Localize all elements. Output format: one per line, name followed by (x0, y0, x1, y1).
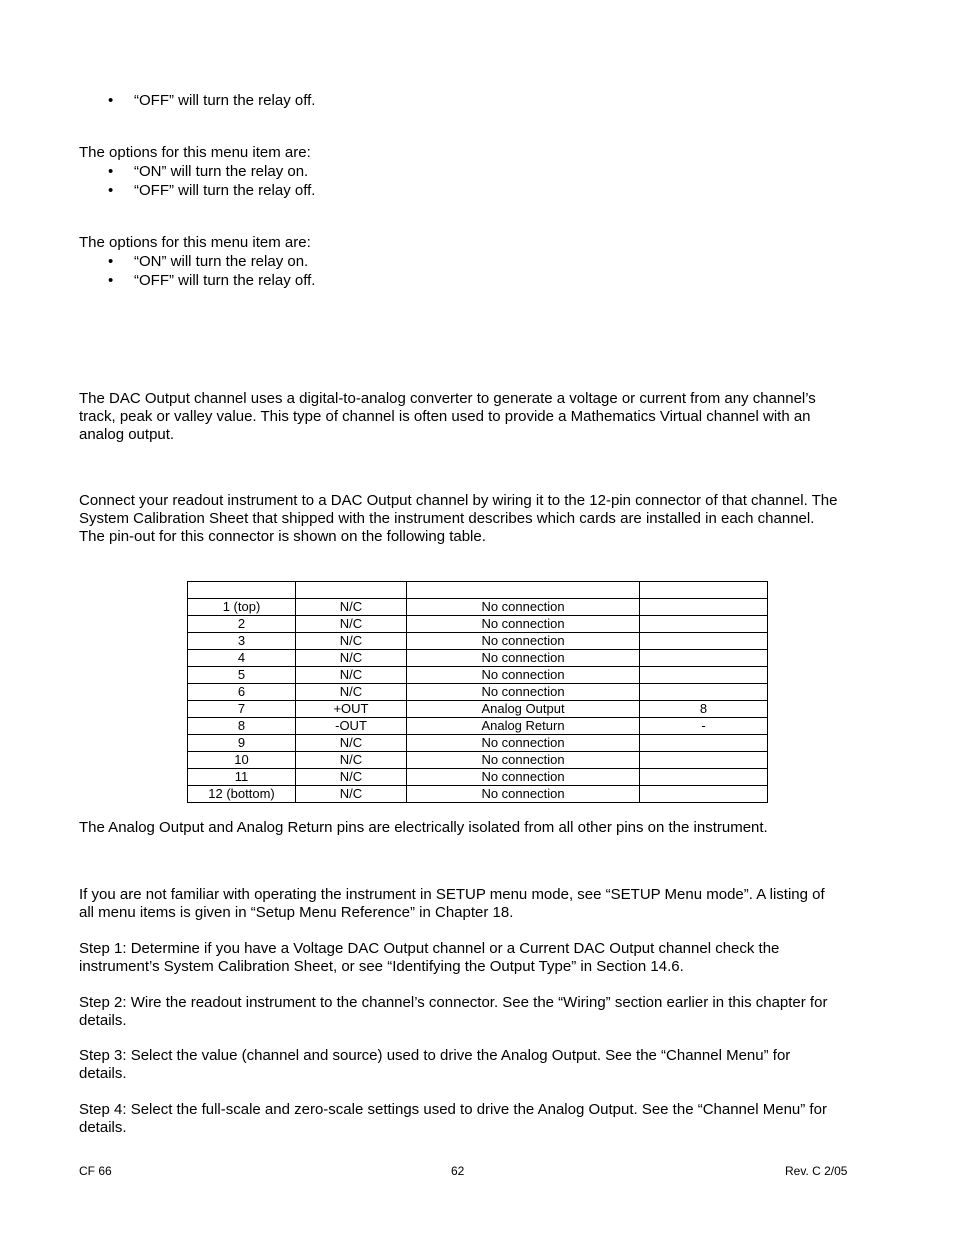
table-row (188, 786, 768, 803)
wiring-intro-line: The pin-out for this connector is shown on the following table. (79, 528, 486, 545)
table-cell: N/C (296, 599, 407, 616)
table-cell: 12 (bottom) (188, 786, 296, 803)
footer-page-number: 62 (451, 1164, 465, 1178)
table-cell: No connection (407, 684, 640, 701)
table-cell: 11 (188, 769, 296, 786)
dac-intro-line: The DAC Output channel uses a digital-to-analog converter to generate a voltage or current from any channel’s (79, 390, 816, 407)
table-cell: 10 (188, 752, 296, 769)
wiring-intro-line: Connect your readout instrument to a DAC Output channel by wiring it to the 12-pin connector of that channel. The (79, 492, 838, 509)
options-intro: The options for this menu item are: (79, 144, 311, 161)
footer-doc-id: CF 66 (79, 1164, 112, 1178)
table-row (188, 718, 768, 735)
footer-revision: Rev. C 2/05 (785, 1164, 848, 1178)
table-cell: 2 (188, 616, 296, 633)
table-row (188, 599, 768, 616)
table-cell (640, 684, 768, 701)
wiring-intro-line: System Calibration Sheet that shipped with the instrument describes which cards are installed in each channel. (79, 510, 815, 527)
isolation-note: The Analog Output and Analog Return pins are electrically isolated from all other pins on the instrument. (79, 819, 768, 836)
table-header-cell (407, 582, 640, 599)
table-cell (640, 735, 768, 752)
table-row (188, 735, 768, 752)
table-cell: N/C (296, 667, 407, 684)
table-row (188, 684, 768, 701)
table-cell: No connection (407, 633, 640, 650)
bullet-dot: • (108, 182, 114, 199)
table-row (188, 633, 768, 650)
step-2-line: details. (79, 1012, 127, 1029)
table-cell: N/C (296, 769, 407, 786)
bullet-text: “OFF” will turn the relay off. (134, 92, 316, 109)
table-header-row (188, 582, 768, 599)
dac-intro-line: analog output. (79, 426, 175, 443)
bullet-text: “OFF” will turn the relay off. (134, 272, 316, 289)
table-cell (640, 616, 768, 633)
pinout-table (187, 581, 768, 803)
table-row (188, 752, 768, 769)
table-cell: 7 (188, 701, 296, 718)
table-cell: Analog Output (407, 701, 640, 718)
bullet-dot: • (108, 92, 114, 109)
table-cell: Analog Return (407, 718, 640, 735)
table-cell: 1 (top) (188, 599, 296, 616)
table-cell: 8 (640, 701, 768, 718)
table-cell: 4 (188, 650, 296, 667)
table-cell: 3 (188, 633, 296, 650)
table-cell: -OUT (296, 718, 407, 735)
step-1-line: Step 1: Determine if you have a Voltage DAC Output channel or a Current DAC Output channel check the (79, 940, 780, 957)
step-1-line: instrument’s System Calibration Sheet, or see “Identifying the Output Type” in Section 14.6. (79, 958, 684, 975)
table-row (188, 701, 768, 718)
table-cell (640, 786, 768, 803)
bullet-dot: • (108, 163, 114, 180)
table-cell: - (640, 718, 768, 735)
table-cell: No connection (407, 735, 640, 752)
table-cell: N/C (296, 633, 407, 650)
table-cell (640, 667, 768, 684)
table-cell: 8 (188, 718, 296, 735)
bullet-text: “ON” will turn the relay on. (134, 163, 309, 180)
table-header-cell (640, 582, 768, 599)
table-cell: N/C (296, 735, 407, 752)
table-cell: N/C (296, 650, 407, 667)
table-cell: 6 (188, 684, 296, 701)
setup-intro-line: all menu items is given in “Setup Menu Reference” in Chapter 18. (79, 904, 514, 921)
table-cell: N/C (296, 616, 407, 633)
table-row (188, 616, 768, 633)
step-3-line: details. (79, 1065, 127, 1082)
bullet-dot: • (108, 253, 114, 270)
table-cell: +OUT (296, 701, 407, 718)
table-header-cell (188, 582, 296, 599)
table-cell: No connection (407, 752, 640, 769)
table-cell: No connection (407, 650, 640, 667)
table-cell: No connection (407, 786, 640, 803)
table-cell: No connection (407, 667, 640, 684)
setup-intro-line: If you are not familiar with operating the instrument in SETUP menu mode, see “SETUP Menu mode”. A listing of (79, 886, 825, 903)
table-cell: N/C (296, 786, 407, 803)
table-cell (640, 752, 768, 769)
step-3-line: Step 3: Select the value (channel and source) used to drive the Analog Output. See the “Channel Menu” for (79, 1047, 791, 1064)
dac-intro-line: track, peak or valley value. This type of channel is often used to provide a Mathematics Virtual channel with an (79, 408, 811, 425)
table-cell (640, 599, 768, 616)
table-cell: 9 (188, 735, 296, 752)
table-cell (640, 769, 768, 786)
table-cell: N/C (296, 684, 407, 701)
table-cell: 5 (188, 667, 296, 684)
step-4-line: Step 4: Select the full-scale and zero-scale settings used to drive the Analog Output. See the “Channel Menu” for (79, 1101, 827, 1118)
bullet-text: “ON” will turn the relay on. (134, 253, 309, 270)
table-cell: No connection (407, 599, 640, 616)
bullet-dot: • (108, 272, 114, 289)
table-row (188, 667, 768, 684)
table-cell: N/C (296, 752, 407, 769)
table-row (188, 650, 768, 667)
step-2-line: Step 2: Wire the readout instrument to the channel’s connector. See the “Wiring” section earlier in this chapter for (79, 994, 828, 1011)
options-intro: The options for this menu item are: (79, 234, 311, 251)
table-cell: No connection (407, 769, 640, 786)
table-header-cell (296, 582, 407, 599)
table-cell: No connection (407, 616, 640, 633)
table-cell (640, 633, 768, 650)
step-4-line: details. (79, 1119, 127, 1136)
bullet-text: “OFF” will turn the relay off. (134, 182, 316, 199)
table-row (188, 769, 768, 786)
table-cell (640, 650, 768, 667)
